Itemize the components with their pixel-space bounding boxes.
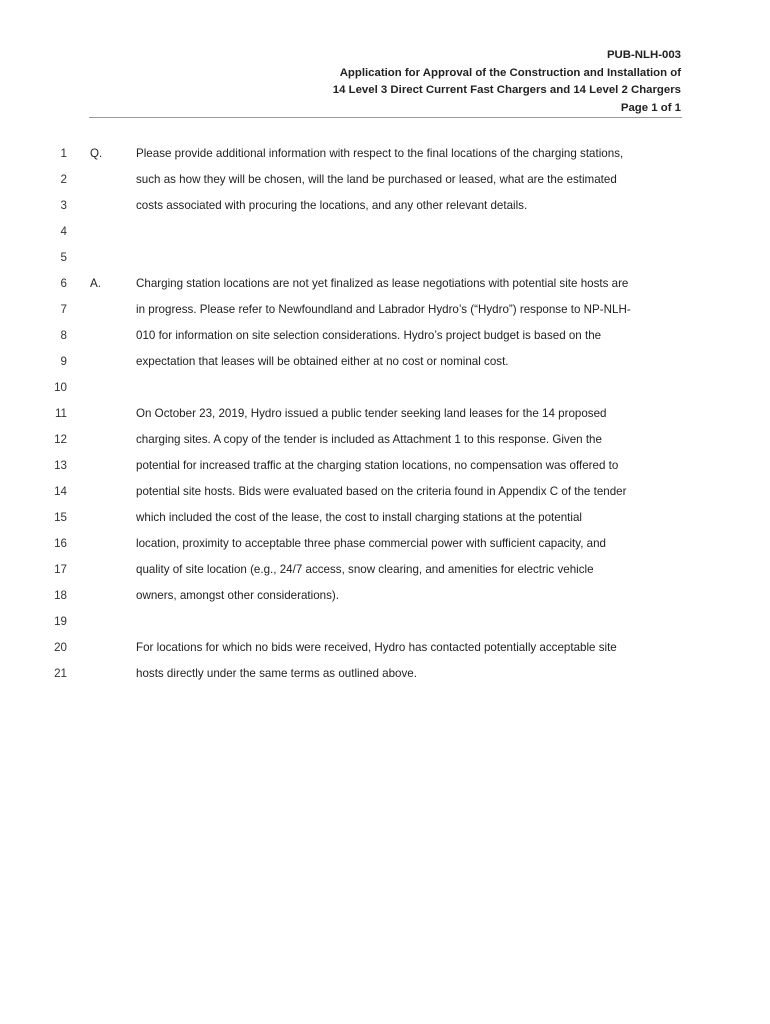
numbered-body [0, 145, 770, 691]
line-number: 9 [60, 355, 67, 368]
line-number: 17 [54, 563, 67, 576]
numbered-line [0, 431, 770, 457]
line-number: 15 [54, 511, 67, 524]
numbered-line [0, 587, 770, 613]
line-text: charging sites. A copy of the tender is included as Attachment 1 to this response. Given the [136, 433, 602, 446]
numbered-line [0, 379, 770, 405]
header-divider [89, 117, 682, 118]
line-text: costs associated with procuring the locations, and any other relevant details. [136, 199, 528, 212]
line-text: potential site hosts. Bids were evaluated based on the criteria found in Appendix C of the tender [136, 485, 627, 498]
line-number: 13 [54, 459, 67, 472]
numbered-line [0, 613, 770, 639]
line-text: hosts directly under the same terms as outlined above. [136, 667, 417, 680]
line-number: 6 [60, 277, 67, 290]
line-text: location, proximity to acceptable three phase commercial power with sufficient capacity, and [136, 537, 606, 550]
line-number: 10 [54, 381, 67, 394]
line-number: 18 [54, 589, 67, 602]
line-number: 11 [54, 407, 67, 420]
qa-label: A. [90, 277, 101, 290]
line-number: 1 [60, 147, 67, 160]
document-header [333, 47, 681, 117]
numbered-line [0, 275, 770, 301]
numbered-line [0, 509, 770, 535]
numbered-line [0, 405, 770, 431]
numbered-line [0, 561, 770, 587]
line-text: 010 for information on site selection considerations. Hydro’s project budget is based on the [136, 329, 602, 342]
line-number: 5 [60, 251, 67, 264]
numbered-line [0, 223, 770, 249]
line-text: Charging station locations are not yet finalized as lease negotiations with potential site hosts are [136, 277, 629, 290]
document-id: PUB-NLH-003 [606, 49, 681, 61]
numbered-line [0, 301, 770, 327]
document-title-line-1: Application for Approval of the Construction and Installation of [339, 66, 681, 79]
line-number: 2 [60, 173, 67, 186]
line-text: quality of site location (e.g., 24/7 access, snow clearing, and amenities for electric vehicle [136, 563, 594, 576]
qa-label: Q. [90, 147, 103, 160]
numbered-line [0, 197, 770, 223]
line-text: potential for increased traffic at the charging station locations, no compensation was offered to [136, 459, 619, 472]
line-text: in progress. Please refer to Newfoundland and Labrador Hydro’s (“Hydro”) response to NP-NLH- [136, 303, 631, 316]
numbered-line [0, 145, 770, 171]
numbered-line [0, 665, 770, 691]
numbered-line [0, 535, 770, 561]
line-text: Please provide additional information with respect to the final locations of the charging stations, [136, 147, 624, 160]
line-number: 8 [60, 329, 67, 342]
document-title-line-2: 14 Level 3 Direct Current Fast Chargers and 14 Level 2 Chargers [332, 84, 681, 97]
line-text: such as how they will be chosen, will the land be purchased or leased, what are the estimated [136, 173, 617, 186]
line-text: owners, amongst other considerations). [136, 589, 339, 602]
line-number: 12 [54, 433, 67, 446]
numbered-line [0, 639, 770, 665]
numbered-line [0, 457, 770, 483]
line-number: 7 [60, 303, 67, 316]
line-text: For locations for which no bids were received, Hydro has contacted potentially acceptable site [136, 641, 617, 654]
numbered-line [0, 171, 770, 197]
line-text: which included the cost of the lease, the cost to install charging stations at the potential [136, 511, 582, 524]
numbered-line [0, 327, 770, 353]
numbered-line [0, 353, 770, 379]
line-number: 4 [60, 225, 67, 238]
numbered-line [0, 249, 770, 275]
line-text: expectation that leases will be obtained either at no cost or nominal cost. [136, 355, 509, 368]
line-number: 3 [60, 199, 67, 212]
line-number: 14 [54, 485, 67, 498]
numbered-line [0, 483, 770, 509]
line-text: On October 23, 2019, Hydro issued a public tender seeking land leases for the 14 proposed [136, 407, 607, 420]
page-number: Page 1 of 1 [620, 101, 681, 114]
line-number: 21 [54, 667, 67, 680]
line-number: 19 [54, 615, 67, 628]
line-number: 20 [54, 641, 67, 654]
line-number: 16 [54, 537, 67, 550]
